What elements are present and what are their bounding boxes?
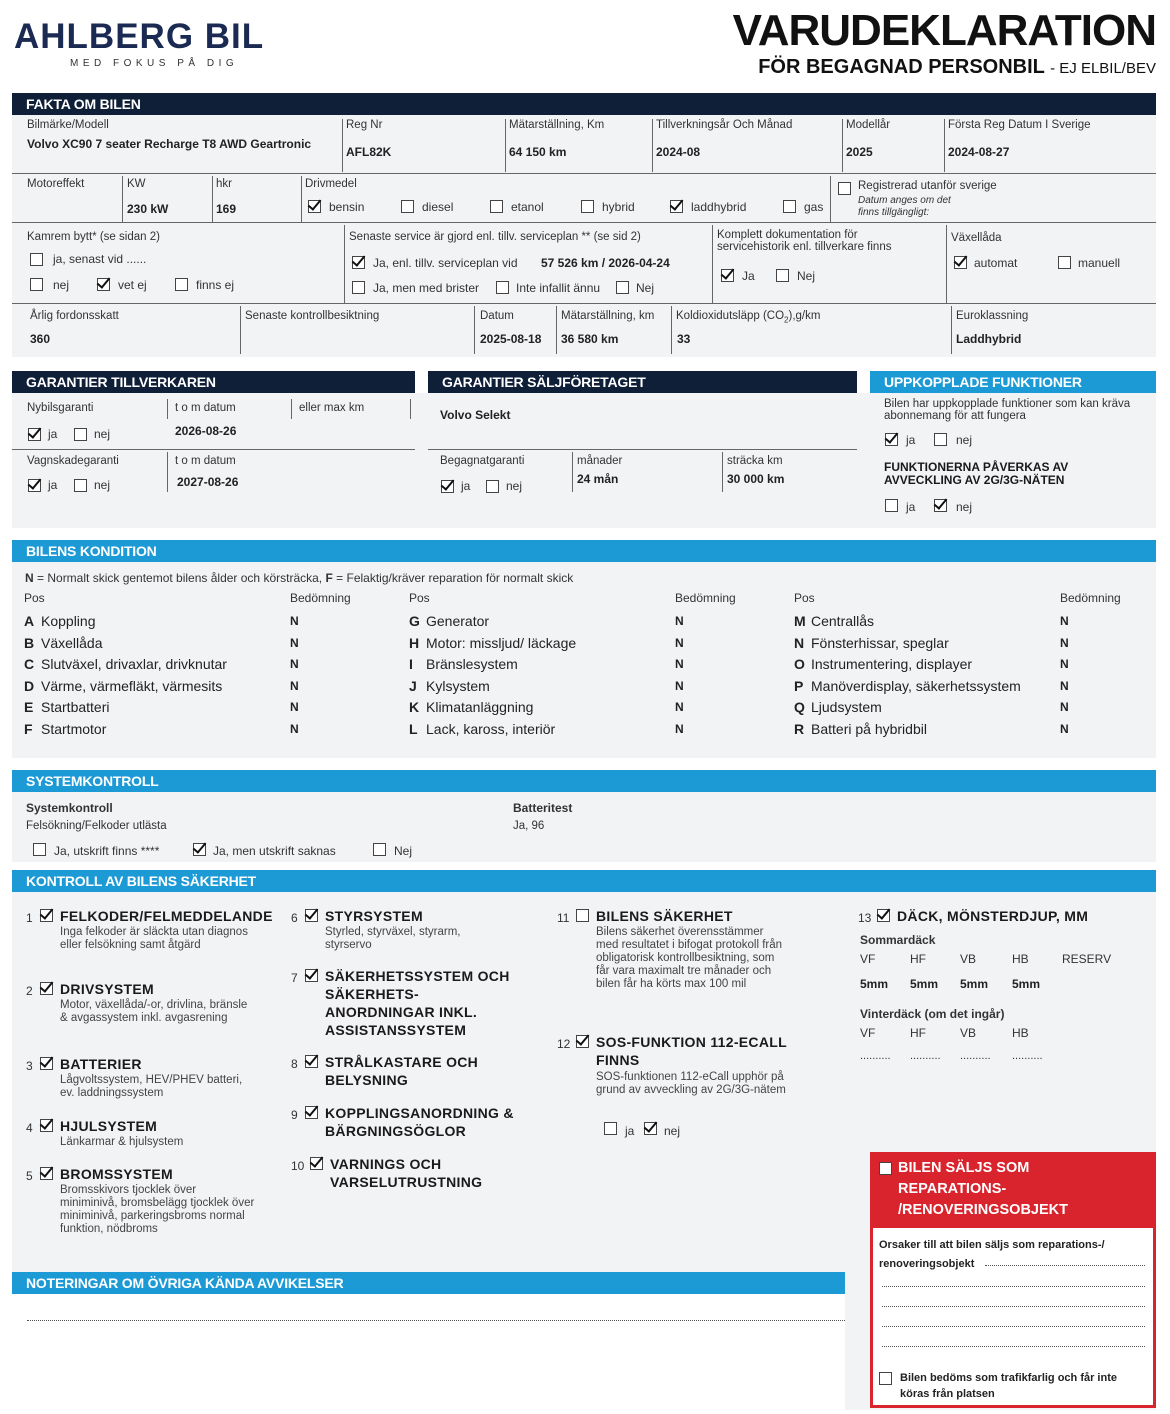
model-value: Volvo XC90 7 seater Recharge T8 AWD Geartronic xyxy=(27,137,312,151)
sakerhet-title-1: FELKODER/FELMEDDELANDE xyxy=(60,908,273,924)
kw-label: KW xyxy=(127,178,146,190)
service-ja-label: Ja, enl. tillv. serviceplan vid xyxy=(373,256,518,270)
service-value: 57 526 km / 2026-04-24 xyxy=(541,256,670,270)
sakerhet-num-6: 6 xyxy=(291,911,298,925)
service-infallit-checkbox[interactable] xyxy=(496,281,509,294)
syskontroll-opt3-checkbox[interactable] xyxy=(373,843,386,856)
sakerhet-num-7: 7 xyxy=(291,971,298,985)
fuel-diesel-label: diesel xyxy=(422,200,454,214)
paverkas-ja-label: ja xyxy=(906,500,916,514)
vinter-label: Vinterdäck (om det ingår) xyxy=(860,1007,1005,1021)
kw-value: 230 kW xyxy=(127,202,169,216)
brand-logo xyxy=(14,18,334,69)
firstreg-value: 2024-08-27 xyxy=(948,145,1010,159)
begagnat-nej-label: nej xyxy=(506,479,523,493)
vinter-col-hf: HF xyxy=(910,1026,926,1040)
sakerhet-desc-5: Bromsskivors tjocklek över miniminivå, bromsbelägg tjocklek över miniminivå, parkeringsbroms normal funktion, nödbroms xyxy=(60,1184,255,1235)
kamrem-finns-ej-label: finns ej xyxy=(196,278,235,292)
paverkas-nej-checkbox[interactable] xyxy=(934,499,947,512)
sakerhet-num-13: 13 xyxy=(858,911,872,925)
sos-ja-label: ja xyxy=(625,1124,635,1138)
modelyear-label: Modellår xyxy=(846,119,891,131)
sakerhet-num-8: 8 xyxy=(291,1057,298,1071)
kondition-pos-label: Pos xyxy=(794,591,815,605)
skatt-value: 360 xyxy=(30,332,51,346)
stracka-label: sträcka km xyxy=(727,455,783,467)
syskontroll-opt1-label: Ja, utskrift finns **** xyxy=(54,844,160,858)
euro-value: Laddhybrid xyxy=(956,332,1022,346)
systemkontroll-label: Systemkontroll xyxy=(26,801,113,815)
reparation-orsak: Orsaker till att bilen säljs som reparations-/ renoveringsobjekt xyxy=(879,1239,1105,1270)
fuel-bensin-label: bensin xyxy=(329,200,365,214)
kondition-item-f: F Startmotor xyxy=(24,720,107,737)
uppkopplade-ja-checkbox[interactable] xyxy=(885,433,898,446)
kondition-rating-n: N xyxy=(1060,635,1069,650)
fuel-etanol-label: etanol xyxy=(511,200,544,214)
trafikfarlig-checkbox[interactable] xyxy=(879,1372,892,1385)
drivmedel-label: Drivmedel xyxy=(305,178,357,190)
kondition-bed-label: Bedömning xyxy=(1060,591,1121,605)
sommar-col-vb: VB xyxy=(960,952,977,966)
fuel-laddhybrid-checkbox[interactable] xyxy=(670,200,683,213)
kondition-pos-label: Pos xyxy=(409,591,430,605)
sakerhet-desc-4: Länkarmar & hjulsystem xyxy=(60,1136,184,1148)
salj-name: Volvo Selekt xyxy=(440,408,511,422)
kondition-item-e: E Startbatteri xyxy=(24,699,110,715)
sakerhet-title-11: BILENS SÄKERHET xyxy=(596,908,733,924)
begagnat-label: Begagnatgaranti xyxy=(440,455,525,467)
kondition-item-h: H Motor: missljud/ läckage xyxy=(409,634,577,651)
kondition-rating-a: N xyxy=(290,614,299,628)
kontroll-km-value: 36 580 km xyxy=(561,332,619,346)
kondition-item-q: Q Ljudsystem xyxy=(794,699,882,715)
sakerhet-num-9: 9 xyxy=(291,1108,298,1122)
kondition-item-k: K Klimatanläggning xyxy=(409,699,534,715)
fuel-bensin-checkbox[interactable] xyxy=(308,200,321,213)
section-header-kondition: BILENS KONDITION xyxy=(12,540,1156,562)
komplett-nej-checkbox[interactable] xyxy=(776,269,789,282)
sakerhet-title-9: KOPPLINGSANORDNING & BÄRGNINGSÖGLOR xyxy=(325,1105,514,1139)
uppkopplade-text: Bilen har uppkopplade funktioner som kan kräva abonnemang för att fungera xyxy=(884,398,1131,422)
fuel-gas-label: gas xyxy=(804,200,824,214)
fuel-hybrid-checkbox[interactable] xyxy=(581,200,594,213)
sos-nej-label: nej xyxy=(664,1124,681,1138)
kondition-item-o: O Instrumentering, displayer xyxy=(794,656,973,672)
syskontroll-opt3-label: Nej xyxy=(394,844,413,858)
sakerhet-checkbox-4[interactable] xyxy=(40,1119,53,1132)
kamrem-label: Kamrem bytt* (se sidan 2) xyxy=(27,231,160,243)
section-header-garantier-salj: GARANTIER SÄLJFÖRETAGET xyxy=(428,371,857,393)
paverkas-nej-label: nej xyxy=(956,500,973,514)
kondition-rating-j: N xyxy=(675,678,684,693)
kondition-item-j: J Kylsystem xyxy=(409,677,490,694)
sakerhet-checkbox-7[interactable] xyxy=(305,969,318,982)
reg-outside-label: Registrerad utanför sverige xyxy=(858,180,997,192)
co2-label: Koldioxidutsläpp $(CO_2),g/km$ xyxy=(676,310,821,325)
sakerhet-desc-3: Lågvoltssystem, HEV/PHEV batteri, ev. laddningssystem xyxy=(60,1074,243,1099)
syskontroll-opt2-checkbox[interactable] xyxy=(193,843,206,856)
stracka-value: 30 000 km xyxy=(727,472,785,486)
section-header-systemkontroll: SYSTEMKONTROLL xyxy=(12,770,1156,792)
sakerhet-checkbox-9[interactable] xyxy=(305,1106,318,1119)
sos-nej-checkbox[interactable] xyxy=(644,1122,657,1135)
sakerhet-num-4: 4 xyxy=(26,1121,33,1135)
sakerhet-num-3: 3 xyxy=(26,1059,33,1073)
uppkopplade-subheader: FUNKTIONERNA PÅVERKAS AV AVVECKLING AV 2G/3G-NÄTEN xyxy=(884,460,1069,487)
sakerhet-checkbox-2[interactable] xyxy=(40,982,53,995)
uppkopplade-nej-label: nej xyxy=(956,433,973,447)
sakerhet-desc-1: Inga felkoder är släckta utan diagnos eller felsökning samt åtgärd xyxy=(60,926,248,951)
kondition-pos-label: Pos xyxy=(24,591,45,605)
syskontroll-opt2-label: Ja, men utskrift saknas xyxy=(213,844,336,858)
kondition-item-l: L Lack, kaross, interiör xyxy=(409,720,556,737)
sakerhet-title-3: BATTERIER xyxy=(60,1056,142,1072)
kamrem-nej-checkbox[interactable] xyxy=(30,278,43,291)
kondition-rating-i: N xyxy=(675,657,684,671)
sakerhet-title-4: HJULSYSTEM xyxy=(60,1118,158,1134)
fuel-etanol-checkbox[interactable] xyxy=(490,200,503,213)
km-label: Mätarställning, Km xyxy=(509,119,605,131)
kondition-rating-b: N xyxy=(290,635,299,650)
sakerhet-checkbox-3[interactable] xyxy=(40,1057,53,1070)
nybil-date: 2026-08-26 xyxy=(175,424,237,438)
doc-title-main: VARUDEKLARATION xyxy=(732,6,1156,55)
sakerhet-title-13: DÄCK, MÖNSTERDJUP, MM xyxy=(897,908,1089,924)
systemkontroll-panel xyxy=(12,792,1156,862)
sakerhet-desc-12: SOS-funktionen 112-eCall upphör på grund av avveckling av 2G/3G-nätem xyxy=(596,1071,786,1096)
sakerhet-num-1: 1 xyxy=(26,911,33,925)
sakerhet-num-11: 11 xyxy=(557,911,570,925)
kontroll-label: Senaste kontrollbesiktning xyxy=(245,310,380,322)
kamrem-ja-checkbox[interactable] xyxy=(30,253,43,266)
nybil-maxkm-label: eller max km xyxy=(299,402,365,414)
batteritest-value: Ja, 96 xyxy=(513,820,545,832)
kondition-bed-label: Bedömning xyxy=(290,591,351,605)
paverkas-ja-checkbox[interactable] xyxy=(885,499,898,512)
vagn-ja-checkbox[interactable] xyxy=(28,479,41,492)
modelyear-value: 2025 xyxy=(846,145,873,159)
sakerhet-desc-6: Styrled, styrväxel, styrarm, styrservo xyxy=(325,926,461,951)
noteringar-line[interactable] xyxy=(27,1320,845,1321)
komplett-ja-label: Ja xyxy=(742,269,755,283)
service-infallit-label: Inte infallit ännu xyxy=(516,281,601,295)
service-nej-label: Nej xyxy=(636,281,655,295)
reg-outside-checkbox[interactable] xyxy=(838,182,851,195)
section-header-uppkopplade: UPPKOPPLADE FUNKTIONER xyxy=(870,371,1156,393)
sakerhet-title-5: BROMSSYSTEM xyxy=(60,1166,173,1182)
nybil-tom-label: t o m datum xyxy=(175,402,236,414)
kondition-rating-e: N xyxy=(290,700,299,714)
sakerhet-checkbox-5[interactable] xyxy=(40,1167,53,1180)
kamrem-ja-label: ja, senast vid ...... xyxy=(53,252,147,266)
kondition-item-d: D Värme, värmefläkt, värmesits xyxy=(24,677,223,694)
vagn-tom-label: t o m datum xyxy=(175,455,236,467)
km-value: 64 150 km xyxy=(509,145,567,159)
nybil-nej-label: nej xyxy=(94,427,111,441)
noteringar-panel xyxy=(12,1294,845,1410)
service-nej-checkbox[interactable] xyxy=(616,281,629,294)
vaxel-automat-label: automat xyxy=(974,256,1018,270)
begagnat-nej-checkbox[interactable] xyxy=(486,480,499,493)
euro-label: Euroklassning xyxy=(956,310,1029,322)
sommar-val-hf: 5mm xyxy=(910,977,939,991)
fuel-hybrid-label: hybrid xyxy=(602,200,635,214)
manader-label: månader xyxy=(577,455,623,467)
kondition-item-c: C Slutväxel, drivaxlar, drivknutar xyxy=(24,656,227,672)
hkr-label: hkr xyxy=(216,178,232,190)
sakerhet-title-8: STRÅLKASTARE OCH BELYSNING xyxy=(325,1054,479,1088)
kondition-item-b: B Växellåda xyxy=(24,634,103,651)
kondition-rating-h: N xyxy=(675,635,684,650)
vinter-val-vb: .......... xyxy=(960,1050,991,1062)
sakerhet-checkbox-8[interactable] xyxy=(305,1055,318,1068)
reg-value: AFL82K xyxy=(346,145,392,159)
doc-title xyxy=(733,8,1156,82)
sakerhet-checkbox-10[interactable] xyxy=(310,1157,323,1170)
kondition-rating-q: N xyxy=(1060,700,1069,714)
datum-label: Datum xyxy=(480,310,514,322)
doc-title-sub: FÖR BEGAGNAD PERSONBIL - EJ ELBIL/BEV xyxy=(758,56,1156,78)
kondition-rating-p: N xyxy=(1060,678,1069,693)
sommar-val-vf: 5mm xyxy=(860,977,889,991)
kondition-item-r: R Batteri på hybridbil xyxy=(794,720,927,737)
kondition-rating-r: N xyxy=(1060,721,1069,736)
kamrem-vet-ej-label: vet ej xyxy=(118,278,147,292)
vinter-val-hb: .......... xyxy=(1012,1050,1043,1062)
komplett-ja-checkbox[interactable] xyxy=(721,269,734,282)
datum-value: 2025-08-18 xyxy=(480,332,542,346)
vaxel-manuell-label: manuell xyxy=(1078,256,1121,270)
section-header-garantier-tillv: GARANTIER TILLVERKAREN xyxy=(12,371,415,393)
sommar-col-vf: VF xyxy=(860,952,876,966)
kondition-rating-k: N xyxy=(675,700,684,714)
komplett-label: Komplett dokumentation för servicehistorik enl. tillverkare finns xyxy=(717,229,892,253)
kondition-rating-d: N xyxy=(290,678,299,693)
sakerhet-num-5: 5 xyxy=(26,1169,33,1183)
motoreffekt-label: Motoreffekt xyxy=(27,178,85,190)
sommar-label: Sommardäck xyxy=(860,933,936,947)
model-label: Bilmärke/Modell xyxy=(27,119,109,131)
vagn-ja-label: ja xyxy=(48,478,58,492)
kondition-item-n: N Fönsterhissar, speglar xyxy=(794,634,949,651)
vagn-date: 2027-08-26 xyxy=(177,475,239,489)
vagn-label: Vagnskadegaranti xyxy=(27,455,119,467)
co2-value: 33 xyxy=(677,332,691,346)
kondition-rating-c: N xyxy=(290,657,299,671)
begagnat-ja-checkbox[interactable] xyxy=(441,480,454,493)
kondition-rating-o: N xyxy=(1060,657,1069,671)
vaxel-automat-checkbox[interactable] xyxy=(954,256,967,269)
sommar-col-hb: HB xyxy=(1012,952,1029,966)
kondition-item-p: P Manöverdisplay, säkerhetssystem xyxy=(794,677,1021,694)
sakerhet-title-6: STYRSYSTEM xyxy=(325,908,423,924)
vinter-val-hf: .......... xyxy=(910,1050,941,1062)
vinter-val-vf: .......... xyxy=(860,1050,891,1062)
kondition-item-i: I Bränslesystem xyxy=(409,656,518,672)
section-header-noteringar: NOTERINGAR OM ÖVRIGA KÄNDA AVVIKELSER xyxy=(12,1272,845,1294)
kondition-bed-label: Bedömning xyxy=(675,591,736,605)
trafikfarlig-label: Bilen bedöms som trafikfarlig och får inte köras från platsen xyxy=(900,1372,1117,1400)
nybil-ja-label: ja xyxy=(48,427,58,441)
nybil-label: Nybilsgaranti xyxy=(27,402,94,414)
vaxel-label: Växellåda xyxy=(951,232,1002,244)
firstreg-label: Första Reg Datum I Sverige xyxy=(948,119,1091,131)
sakerhet-title-2: DRIVSYSTEM xyxy=(60,981,155,997)
sakerhet-desc-11: Bilens säkerhet överensstämmer med resultatet i bifogat protokoll från obligatorisk kontrollbesiktning, som får vara maximalt tre månader och bilen får ha körts max 100 mil xyxy=(596,926,783,990)
sakerhet-title-10: VARNINGS OCH VARSELUTRUSTNING xyxy=(330,1156,483,1190)
sakerhet-checkbox-11[interactable] xyxy=(576,909,589,922)
kondition-item-a: A Koppling xyxy=(24,613,96,629)
manader-value: 24 mån xyxy=(577,472,619,486)
kondition-rating-g: N xyxy=(675,614,684,628)
kamrem-finns-ej-checkbox[interactable] xyxy=(175,278,188,291)
service-brister-label: Ja, men med brister xyxy=(373,281,480,295)
service-ja-checkbox[interactable] xyxy=(352,256,365,269)
begagnat-ja-label: ja xyxy=(461,479,471,493)
fuel-diesel-checkbox[interactable] xyxy=(401,200,414,213)
vaxel-manuell-checkbox[interactable] xyxy=(1058,256,1071,269)
uppkopplade-ja-label: ja xyxy=(906,433,916,447)
sakerhet-num-2: 2 xyxy=(26,984,33,998)
sakerhet-title-7: SÄKERHETSSYSTEM OCH SÄKERHETS-ANORDNINGAR INKL. ASSISTANSSYSTEM xyxy=(325,968,510,1038)
sommar-col-hf: HF xyxy=(910,952,926,966)
tillv-value: 2024-08 xyxy=(656,145,701,159)
brand-tagline: MED FOKUS PÅ DIG xyxy=(70,58,239,69)
sakerhet-num-10: 10 xyxy=(291,1159,305,1173)
batteritest-label: Batteritest xyxy=(513,801,573,815)
vagn-nej-checkbox[interactable] xyxy=(74,479,87,492)
vinter-col-vf: VF xyxy=(860,1026,876,1040)
skatt-label: Årlig fordonsskatt xyxy=(30,310,119,322)
brand-name: AHLBERG BIL xyxy=(14,17,265,56)
vinter-col-vb: VB xyxy=(960,1026,977,1040)
systemkontroll-sub: Felsökning/Felkoder utlästa xyxy=(26,820,167,832)
section-header-fakta: FAKTA OM BILEN xyxy=(12,93,1156,115)
nybil-ja-checkbox[interactable] xyxy=(28,428,41,441)
komplett-nej-label: Nej xyxy=(797,269,816,283)
sakerhet-num-12: 12 xyxy=(557,1037,571,1051)
kondition-rating-f: N xyxy=(290,721,299,736)
syskontroll-opt1-checkbox[interactable] xyxy=(33,843,46,856)
kondition-item-g: G Generator xyxy=(409,613,490,629)
fuel-gas-checkbox[interactable] xyxy=(783,200,796,213)
sakerhet-title-12: SOS-FUNKTION 112-ECALL FINNS xyxy=(596,1034,787,1068)
reg-outside-note: Datum anges om det finns tillgängligt: xyxy=(858,195,951,218)
sommar-val-hb: 5mm xyxy=(1012,977,1041,991)
tillv-label: Tillverkningsår Och Månad xyxy=(656,119,793,131)
kondition-item-m: M Centrallås xyxy=(794,613,875,629)
reg-label: Reg Nr xyxy=(346,119,383,131)
kamrem-vet-ej-checkbox[interactable] xyxy=(97,278,110,291)
sakerhet-checkbox-12[interactable] xyxy=(576,1035,589,1048)
reparation-header: BILEN SÄLJS SOM REPARATIONS- /RENOVERINGSOBJEKT xyxy=(898,1160,1068,1218)
nybil-nej-checkbox[interactable] xyxy=(74,428,87,441)
hkr-value: 169 xyxy=(216,202,237,216)
kondition-rating-m: N xyxy=(1060,614,1069,628)
fuel-laddhybrid-label: laddhybrid xyxy=(691,200,747,214)
reparation-checkbox[interactable] xyxy=(879,1162,892,1175)
sakerhet-checkbox-13[interactable] xyxy=(877,909,890,922)
kamrem-nej-label: nej xyxy=(53,278,70,292)
sakerhet-checkbox-6[interactable] xyxy=(305,909,318,922)
kondition-legend: N = Normalt skick gentemot bilens ålder och körsträcka, F = Felaktig/kräver reparation för normalt skick xyxy=(25,571,574,585)
sos-ja-checkbox[interactable] xyxy=(604,1122,617,1135)
uppkopplade-nej-checkbox[interactable] xyxy=(934,433,947,446)
vinter-col-hb: HB xyxy=(1012,1026,1029,1040)
sommar-col-reserv: RESERV xyxy=(1062,952,1112,966)
sakerhet-desc-2: Motor, växellåda/-or, drivlina, bränsle & avgassystem inkl. avgasrening xyxy=(60,999,248,1024)
kondition-rating-l: N xyxy=(675,721,684,736)
sakerhet-checkbox-1[interactable] xyxy=(40,909,53,922)
sommar-val-vb: 5mm xyxy=(960,977,989,991)
service-brister-checkbox[interactable] xyxy=(352,281,365,294)
service-label: Senaste service är gjord enl. tillv. serviceplan ** (se sid 2) xyxy=(349,231,641,243)
section-header-sakerhet: KONTROLL AV BILENS SÄKERHET xyxy=(12,870,1156,892)
kontroll-km-label: Mätarställning, km xyxy=(561,310,655,322)
vagn-nej-label: nej xyxy=(94,478,111,492)
